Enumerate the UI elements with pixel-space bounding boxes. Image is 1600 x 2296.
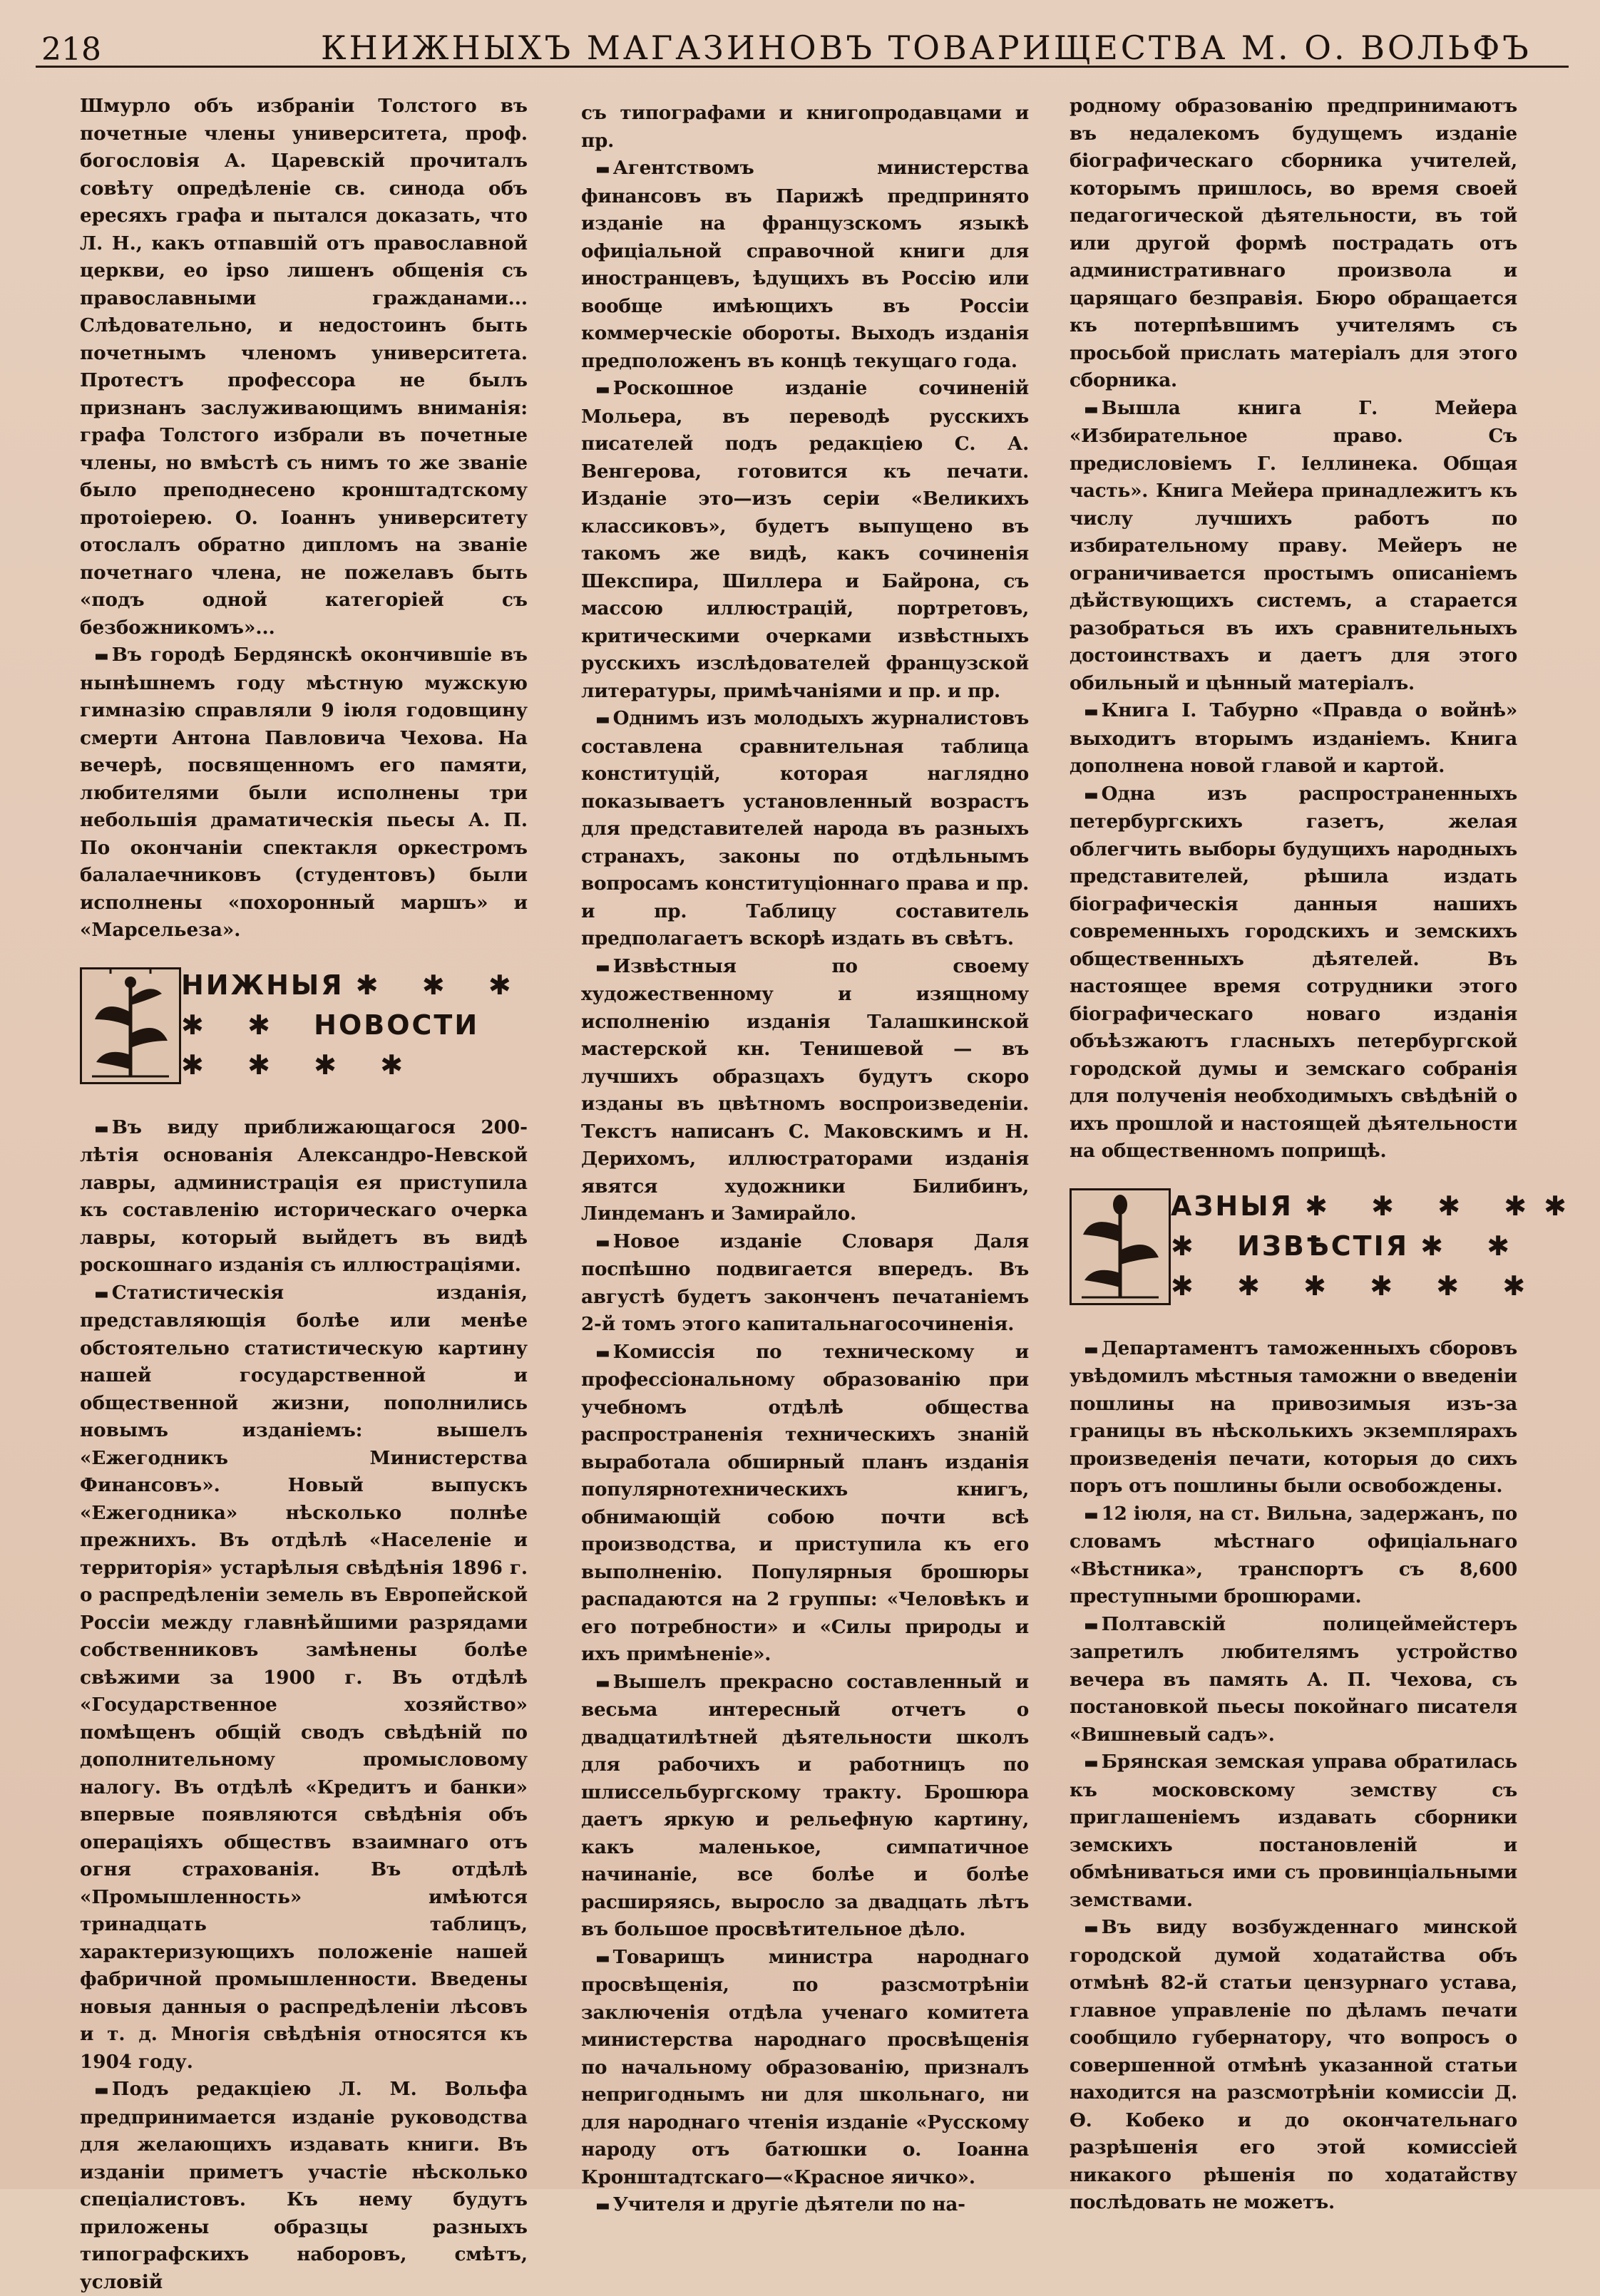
section-title-line3	[1171, 1272, 1542, 1300]
section-title-line1: НИЖНЫЯ ✱ ✱ ✱	[181, 969, 528, 1001]
paragraph: ▬ Книга I. Табурно «Правда о войнѣ» выходитъ вторымъ изданіемъ. Книга дополнена новой главой и картой.	[1070, 697, 1517, 781]
paragraph: ▬ Вышелъ прекрасно составленный и весьма интересный отчетъ о двадцатилѣтней дѣятельности школъ для рабочихъ и работницъ по шлиссельбургскому тракту. Брошюра даетъ яркую и рельефную картину, какъ маленькое, симпатичное начинаніе, все болѣе и болѣе расширяясь, выросло за двадцать лѣтъ въ большое просвѣтительное дѣло.	[581, 1669, 1029, 1944]
section-title-line2: ✱ ИЗВѢСТІЯ ✱ ✱	[1171, 1230, 1527, 1262]
paragraph: ▬ Полтавскій полицеймейстеръ запретилъ любителямъ устройство вечера въ память А. П. Чехова, съ постановкой пьесы покойнаго писателя «Вишневый садъ».	[1070, 1611, 1517, 1749]
star-decoration: ✱ ✱ ✱ ✱	[181, 1049, 421, 1081]
paragraph: ▬ Агентствомъ министерства финансовъ въ Парижѣ предпринято изданіе на французскомъ языкѣ офиціальной справочной книги для иностранцевъ, ѣдущихъ въ Россію или вообще имѣющихъ въ Россіи коммерческіе обороты. Выходъ изданія предположенъ въ концѣ текущаго года.	[581, 155, 1029, 375]
paragraph: ▬ Департаментъ таможенныхъ сборовъ увѣдомилъ мѣстныя таможни о введеніи пошлины на привозимыя изъ-за границы въ нѣсколькихъ экземплярахъ произведенія печати, которыя до сихъ поръ отъ пошлины были освобождены.	[1070, 1335, 1517, 1500]
paragraph: ▬ Въ виду приближающагося 200-лѣтія основанія Александро-Невской лавры, администрація ея приступила къ составленію историческаго очерка лавры, который выйдетъ въ видѣ роскошнаго изданія съ иллюстраціями.	[80, 1114, 528, 1280]
paragraph: ▬ Статистическія изданія, представляющія болѣе или менѣе обстоятельно статистическую картину нашей государственной и общественной жизни, пополнились новымъ изданіемъ: вышелъ «Ежегодникъ Министерства Финансовъ». Новый выпускъ «Ежегодника» нѣсколько полнѣе прежнихъ. Въ отдѣлѣ «Населеніе и территорія» устарѣлыя свѣдѣнія 1896 г. о распредѣленіи земель въ Европейской Россіи между главнѣйшими разрядами собственниковъ замѣнены болѣе свѣжими за 1900 г. Въ отдѣлѣ «Государственное хозяйство» помѣщенъ общій сводъ свѣдѣній по дополнительному промысловому налогу. Въ отдѣлѣ «Кредитъ и банки» впервые появляются свѣдѣнія объ операціяхъ обществъ взаимнаго отъ огня страхованія. Въ отдѣлѣ «Промышленность» имѣются тринадцать таблицъ, характеризующихъ положеніе нашей фабричной промышленности. Введены новыя данныя о распредѣленіи лѣсовъ и т. д. Многія свѣдѣнія относятся къ 1904 году.	[80, 1280, 528, 2076]
column-2	[581, 100, 1029, 2220]
section-header-book-news	[80, 967, 528, 1096]
column-1	[80, 93, 528, 2296]
paragraph: ▬ Роскошное изданіе сочиненій Мольера, въ переводѣ русскихъ писателей подъ редакціею С. А. Венгерова, готовится къ печати. Изданіе это—изъ серіи «Великихъ классиковъ», будетъ выпущено въ такомъ же видѣ, какъ сочиненія Шекспира, Шиллера и Байрона, съ массою иллюстрацій, портретовъ, критическими очерками извѣстныхъ русскихъ изслѣдователей французской литературы, примѣчаніями и пр. и пр.	[581, 375, 1029, 705]
paragraph: Шмурло объ избраніи Толстого въ почетные члены университета, проф. богословія А. Царевскій прочиталъ совѣту опредѣленіе св. синода объ ересяхъ графа и пытался доказать, что Л. Н., какъ отпавшій отъ православной церкви, ео ipso лишенъ общенія съ православными гражданами... Слѣдовательно, и недостоинъ быть почетнымъ членомъ университета. Протестъ профессора не былъ признанъ заслуживающимъ вниманія: графа Толстого избрали въ почетные члены, но вмѣстѣ съ нимъ то же званіе было преподнесено кронштадтскому протоіерею. О. Іоаннъ университету отослалъ обратно дипломъ на званіе почетнаго члена, не пожелавъ быть «подъ одной категоріей съ безбожникомъ»...	[80, 95, 528, 639]
page-header	[36, 10, 1569, 68]
paragraph: ▬ Подъ редакціею Л. М. Вольфа предпринимается изданіе руководства для желающихъ издавать книги. Въ изданіи приметъ участіе нѣсколько спеціалистовъ. Къ нему будутъ приложены образцы разныхъ типографскихъ наборовъ, смѣтъ, условій	[80, 2076, 528, 2296]
paragraph: ▬ Новое изданіе Словаря Даля поспѣшно подвигается впередъ. Въ августѣ будетъ законченъ печатаніемъ 2-й томъ этого капитальнагосочиненія.	[581, 1228, 1029, 1339]
plant-ornament-icon	[80, 967, 181, 1084]
paragraph: ▬ Вышла книга Г. Мейера «Избирательное право. Съ предисловіемъ Г. Іеллинека. Общая часть». Книга Мейера принадлежитъ къ числу лучшихъ работъ по избирательному праву. Мейеръ не ограничивается простымъ описаніемъ дѣйствующихъ системъ, а старается разобраться въ ихъ сравнительныхъ достоинствахъ и даетъ для этого обильный и цѣнный матеріалъ.	[1070, 395, 1517, 698]
paragraph: съ типографами и книгопродавцами и пр.	[581, 102, 1029, 152]
column-3	[1070, 93, 1584, 2217]
star-decoration: ✱ ✱ ✱	[355, 969, 528, 1001]
star-decoration: ✱ ✱	[181, 1009, 314, 1041]
star-decoration: ✱ ✱	[1420, 1230, 1527, 1262]
paragraph: родному образованію предпринимаютъ въ недалекомъ будущемъ изданіе біографическаго сборника учителей, которымъ пришлось, во время своей педагогической дѣятельности, въ той или другой формѣ пострадать отъ административнаго произвола и царящаго безправія. Бюро обращается къ потерпѣвшимъ учителямъ съ просьбой прислать матеріалъ для этого сборника.	[1070, 95, 1517, 391]
running-title: КНИЖНЫХЪ МАГАЗИНОВЪ ТОВАРИЩЕСТВА М. О. ВОЛЬФЪ	[321, 29, 1532, 67]
section-header-various-news	[1070, 1188, 1584, 1317]
section-title-line2: ✱ ✱ НОВОСТИ	[181, 1009, 480, 1041]
paragraph: ▬ Одна изъ распространенныхъ петербургскихъ газетъ, желая облегчить выборы будущихъ народныхъ представителей, рѣшила издать біографическія данныя нашихъ современныхъ городскихъ и земскихъ общественныхъ дѣятелей. Въ настоящее время сотрудники этого біографическаго новаго изданія объѣзжаютъ гласныхъ петербургской городской думы и земскаго собранія для полученія необходимыхъ свѣдѣній о ихъ прошлой и настоящей дѣятельности на общественномъ поприщѣ.	[1070, 781, 1517, 1165]
section-title-line1: АЗНЫЯ ✱ ✱ ✱ ✱✱	[1171, 1190, 1584, 1222]
paragraph: ▬ Товарищъ министра народнаго просвѣщенія, по разсмотрѣніи заключенія отдѣла ученаго комитета министерства народнаго просвѣщенія по начальному образованію, призналъ непригоднымъ ни для школьнаго, ни для народнаго чтенія изданіе «Русскому народу отъ батюшки о. Іоанна Кронштадтскаго—«Красное яичко».	[581, 1944, 1029, 2192]
paragraph: ▬ 12 іюля, на ст. Вильна, задержанъ, по словамъ мѣстнаго офиціальнаго «Вѣстника», транспортъ съ 8,600 преступными брошюрами.	[1070, 1500, 1517, 1611]
star-decoration: ✱ ✱ ✱ ✱✱	[1305, 1190, 1584, 1222]
paragraph: ▬ Брянская земская управа обратилась къ московскому земству съ приглашеніемъ издавать сборники земскихъ постановленій и обмѣниваться ими съ провинціальными земствами.	[1070, 1749, 1517, 1914]
paragraph: ▬ Въ виду возбужденнаго минской городской думой ходатайства объ отмѣнѣ 82-й статьи цензурнаго устава, главное управленіе по дѣламъ печати сообщило губернатору, что вопросъ о совершенной отмѣнѣ указанной статьи находится на разсмотрѣніи комиссіи Д. Ө. Кобеко и до окончательнаго разрѣшенія его этой комиссіей никакого рѣшенія по ходатайству послѣдовать не можетъ.	[1070, 1914, 1517, 2217]
paragraph: ▬ Извѣстныя по своему художественному и изящному исполненію изданія Талашкинской мастерской кн. Тенишевой — въ лучшихъ образцахъ будутъ скоро изданы въ цвѣтномъ воспроизведеніи. Текстъ написанъ С. Маковскимъ и Н. Дерихомъ, иллюстраторами изданія явятся художники Билибинъ, Линдеманъ и Замирайло.	[581, 953, 1029, 1228]
plant-ornament-icon	[1070, 1188, 1171, 1305]
star-decoration: ✱ ✱ ✱ ✱ ✱ ✱	[1171, 1270, 1543, 1302]
paragraph: ▬ Въ городѣ Бердянскѣ окончившіе въ нынѣшнемъ году мѣстную мужскую гимназію справляли 9 іюля годовщину смерти Антона Павловича Чехова. На вечерѣ, посвященномъ его памяти, любителями были исполнены три небольшія драматическія пьесы А. П. По окончаніи спектакля оркестромъ балалаечниковъ (студентовъ) были исполнены «похоронный маршъ» и «Марсельеза».	[80, 642, 528, 944]
paragraph: ▬ Комиссія по техническому и профессіональному образованію при учебномъ отдѣлѣ общества распространенія техническихъ знаній выработала обширный планъ изданія популярнотехническихъ книгъ, обнимающій собою почти всѣ производства, и приступила къ его выполненію. Популярныя брошюры распадаются на 2 группы: «Человѣкъ и его потребности» и «Силы природы и ихъ примѣненіе».	[581, 1339, 1029, 1669]
section-title-line3	[181, 1051, 420, 1079]
page-number: 218	[41, 31, 101, 68]
paragraph: ▬ Учителя и другіе дѣятели по на-	[581, 2191, 1029, 2220]
star-decoration: ✱	[1171, 1230, 1238, 1262]
paragraph: ▬ Однимъ изъ молодыхъ журналистовъ составлена сравнительная таблица конституцій, которая наглядно показываетъ установленный возрастъ для представителей народа въ разныхъ странахъ, законы по отдѣльнымъ вопросамъ конституціоннаго права и пр. и пр. Таблицу составитель предполагаетъ вскорѣ издать въ свѣтъ.	[581, 705, 1029, 953]
